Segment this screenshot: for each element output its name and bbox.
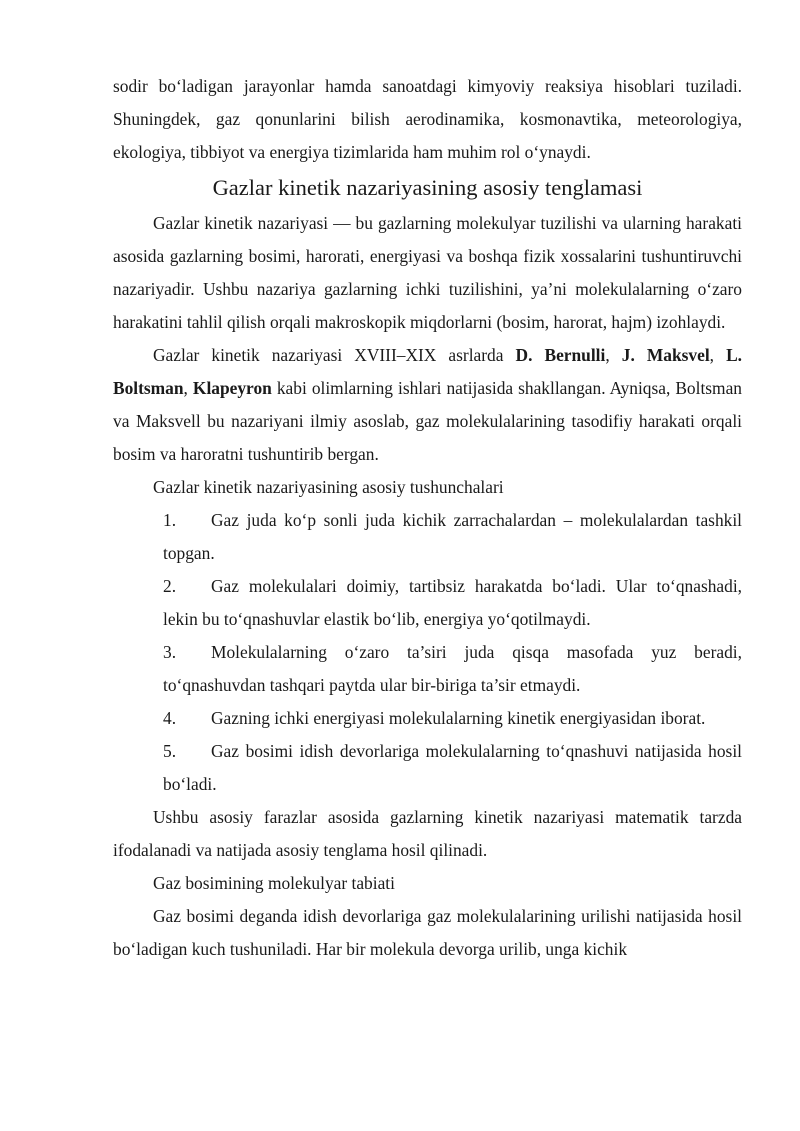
- concepts-list: [113, 504, 742, 801]
- list-item: [163, 636, 742, 702]
- history-sep: ,: [709, 345, 727, 365]
- scientist-bernulli: D. Bernulli: [515, 345, 606, 365]
- list-item-number: 2.: [163, 576, 177, 596]
- history-tail: kabi olimlarning ishlari natijasida shakllangan. Ayniqsa, Boltsman va Maksvell bu nazariyani ilmiy asoslab, gaz molekulalarining tasodifiy harakati orqali bosim va haroratni tushuntirib bergan.: [113, 378, 742, 464]
- document-page: [113, 70, 742, 966]
- list-item-number: 5.: [163, 741, 177, 761]
- scientist-boltsman: L. Boltsman: [113, 345, 743, 398]
- list-item-text: Gaz molekulalari doimiy, tartibsiz harakatda bo‘ladi. Ular to‘qnashadi, lekin bu to‘qnashuvlar elastik bo‘lib, energiya yo‘qotilmaydi.: [163, 576, 742, 629]
- list-item: [163, 504, 742, 570]
- list-item-number: 3.: [163, 642, 177, 662]
- list-item: [163, 570, 742, 636]
- scientist-klapeyron: Klapeyron: [192, 378, 272, 398]
- list-item: [163, 735, 742, 801]
- pressure-heading: Gaz bosimining molekulyar tabiati: [153, 873, 395, 893]
- pressure-paragraph: Gaz bosimi deganda idish devorlariga gaz molekulalarining urilishi natijasida hosil bo‘ladigan kuch tushuniladi. Har bir molekula devorga urilib, unga kichik: [113, 906, 742, 959]
- list-item-text: Gaz bosimi idish devorlariga molekulalarning to‘qnashuvi natijasida hosil bo‘ladi.: [163, 741, 742, 794]
- concepts-heading: Gazlar kinetik nazariyasining asosiy tushunchalari: [153, 477, 504, 497]
- list-item-number: 4.: [163, 708, 177, 728]
- list-item-number: 1.: [163, 510, 177, 530]
- conclusion-paragraph: Ushbu asosiy farazlar asosida gazlarning kinetik nazariyasi matematik tarzda ifodalanadi va natijada asosiy tenglama hosil qilinadi.: [113, 807, 742, 860]
- list-item: [163, 702, 742, 735]
- list-item-text: Gazning ichki energiyasi molekulalarning kinetik energiyasidan iborat.: [211, 708, 706, 728]
- history-sep: ,: [605, 345, 622, 365]
- list-item-text: Gaz juda ko‘p sonli juda kichik zarrachalardan – molekulalardan tashkil topgan.: [163, 510, 742, 563]
- definition-paragraph: Gazlar kinetik nazariyasi — bu gazlarning molekulyar tuzilishi va ularning harakati asosida gazlarning bosimi, harorati, energiyasi va boshqa fizik xossalarini tushuntiruvchi nazariyadir. Ushbu nazariya gazlarning ichki tuzilishini, ya’ni molekulalarning o‘zaro harakatini tahlil qilish orqali makroskopik miqdorlarni (bosim, harorat, hajm) izohlaydi.: [113, 213, 742, 332]
- section-title: Gazlar kinetik nazariyasining asosiy tenglamasi: [212, 175, 643, 200]
- history-lead: Gazlar kinetik nazariyasi XVIII–XIX asrlarda: [153, 345, 516, 365]
- list-item-text: Molekulalarning o‘zaro ta’siri juda qisqa masofada yuz beradi, to‘qnashuvdan tashqari paytda ular bir-biriga ta’sir etmaydi.: [163, 642, 742, 695]
- history-sep: ,: [183, 378, 193, 398]
- intro-paragraph: sodir bo‘ladigan jarayonlar hamda sanoatdagi kimyoviy reaksiya hisoblari tuziladi. Shuningdek, gaz qonunlarini bilish aerodinamika, kosmonavtika, meteorologiya, ekologiya, tibbiyot va energiya tizimlarida ham muhim rol o‘ynaydi.: [113, 76, 742, 162]
- scientist-maksvel: J. Maksvel: [621, 345, 710, 365]
- history-paragraph: [113, 339, 742, 471]
